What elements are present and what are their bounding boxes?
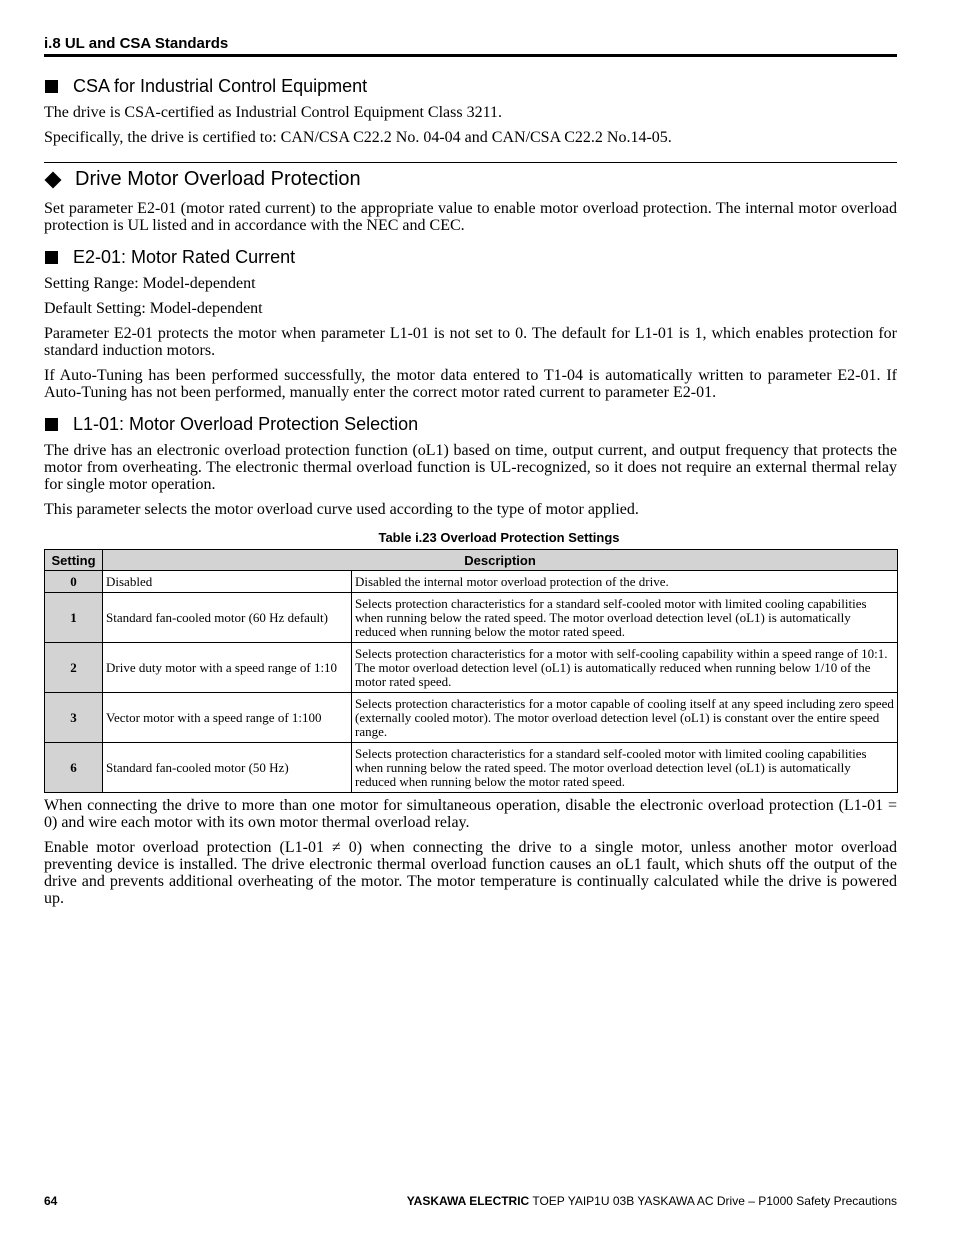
heading-overload-text: Drive Motor Overload Protection xyxy=(75,168,361,190)
paragraph-after-2: Enable motor overload protection (L1-01 ≠ 0) when connecting the drive to a single motor, unless another motor overload preventing device is installed. The drive electronic thermal overload function causes an oL1 fault, which shuts off the output of the drive and prevents additional overheating of the motor. The motor temperature is continually calculated while the drive is powered up. xyxy=(44,839,897,907)
paragraph-after-1: When connecting the drive to more than one motor for simultaneous operation, disable the electronic overload protection (L1-01 = 0) and wire each motor with its own motor thermal overload relay. xyxy=(44,797,897,831)
table-row xyxy=(45,571,898,593)
paragraph-l101-1: The drive has an electronic overload protection function (oL1) based on time, output current, and output frequency that protects the motor from overheating. The electronic thermal overload function is UL-recognized, so it does not require an external thermal relay for single motor operation. xyxy=(44,442,897,493)
header-setting: Setting xyxy=(45,550,103,571)
table-row xyxy=(45,643,898,693)
cell-name: Disabled xyxy=(103,571,352,593)
paragraph-e201-1: Parameter E2-01 protects the motor when parameter L1-01 is not set to 0. The default for L1-01 is 1, which enables protection for standard induction motors. xyxy=(44,325,897,359)
cell-description: Selects protection characteristics for a standard self-cooled motor with limited cooling capabilities when running below the rated speed. The motor overload detection level (oL1) is automatically reduced when running below the motor rated speed. xyxy=(352,743,898,793)
table-header-row xyxy=(45,550,898,571)
heading-e201-text: E2-01: Motor Rated Current xyxy=(73,247,296,267)
table-row xyxy=(45,593,898,643)
cell-name: Drive duty motor with a speed range of 1:10 xyxy=(103,643,352,693)
setting-range: Setting Range: Model-dependent xyxy=(44,275,256,292)
table-row xyxy=(45,693,898,743)
default-setting: Default Setting: Model-dependent xyxy=(44,300,263,317)
header-rule xyxy=(44,54,897,57)
page-number: 64 xyxy=(44,1194,58,1208)
square-bullet-icon xyxy=(45,80,58,93)
heading-csa-text: CSA for Industrial Control Equipment xyxy=(73,76,368,96)
heading-l101 xyxy=(44,414,418,435)
paragraph-l101-2: This parameter selects the motor overload curve used according to the type of motor applied. xyxy=(44,501,639,518)
heading-e201 xyxy=(44,247,295,268)
heading-l101-text: L1-01: Motor Overload Protection Selection xyxy=(73,414,419,434)
table-row xyxy=(45,743,898,793)
footer-brand: YASKAWA ELECTRIC xyxy=(406,1194,530,1208)
paragraph-e201-2: If Auto-Tuning has been performed successfully, the motor data entered to T1-04 is automatically written to parameter E2-01. If Auto-Tuning has not been performed, manually enter the correct motor rated current to parameter E2-01. xyxy=(44,367,897,401)
cell-name: Standard fan-cooled motor (50 Hz) xyxy=(103,743,352,793)
heading-overload xyxy=(44,168,361,191)
cell-setting: 2 xyxy=(45,643,103,693)
footer-doc-title: TOEP YAIP1U 03B YASKAWA AC Drive – P1000 Safety Precautions xyxy=(532,1194,897,1208)
cell-description: Selects protection characteristics for a motor with self-cooling capability within a speed range of 10:1. The motor overload detection level (oL1) is automatically reduced when running below 1/10 of the motor rated speed. xyxy=(352,643,898,693)
paragraph-csa-1: The drive is CSA-certified as Industrial Control Equipment Class 3211. xyxy=(44,104,502,121)
cell-description: Selects protection characteristics for a motor capable of cooling itself at any speed including zero speed (externally cooled motor). The motor overload detection level (oL1) is constant over the entire speed range. xyxy=(352,693,898,743)
running-head: i.8 UL and CSA Standards xyxy=(44,35,229,52)
cell-setting: 6 xyxy=(45,743,103,793)
footer-doc-info xyxy=(407,1194,897,1208)
cell-name: Vector motor with a speed range of 1:100 xyxy=(103,693,352,743)
table-caption: Table i.23 Overload Protection Settings xyxy=(378,530,620,545)
cell-setting: 0 xyxy=(45,571,103,593)
cell-setting: 1 xyxy=(45,593,103,643)
cell-setting: 3 xyxy=(45,693,103,743)
paragraph-csa-2: Specifically, the drive is certified to: CAN/CSA C22.2 No. 04-04 and CAN/CSA C22.2 No.14-05. xyxy=(44,129,672,146)
header-description: Description xyxy=(103,550,898,571)
cell-description: Selects protection characteristics for a standard self-cooled motor with limited cooling capabilities when running below the rated speed. The motor overload detection level (oL1) is automatically reduced when running below the motor rated speed. xyxy=(352,593,898,643)
square-bullet-icon xyxy=(45,418,58,431)
diamond-bullet-icon xyxy=(45,171,62,188)
overload-settings-table xyxy=(44,549,898,793)
cell-name: Standard fan-cooled motor (60 Hz default) xyxy=(103,593,352,643)
square-bullet-icon xyxy=(45,251,58,264)
cell-description: Disabled the internal motor overload protection of the drive. xyxy=(352,571,898,593)
heading-csa xyxy=(44,76,367,97)
section-divider xyxy=(44,162,897,163)
paragraph-overload-intro: Set parameter E2-01 (motor rated current) to the appropriate value to enable motor overload protection. The internal motor overload protection is UL listed and in accordance with the NEC and CEC. xyxy=(44,200,897,234)
